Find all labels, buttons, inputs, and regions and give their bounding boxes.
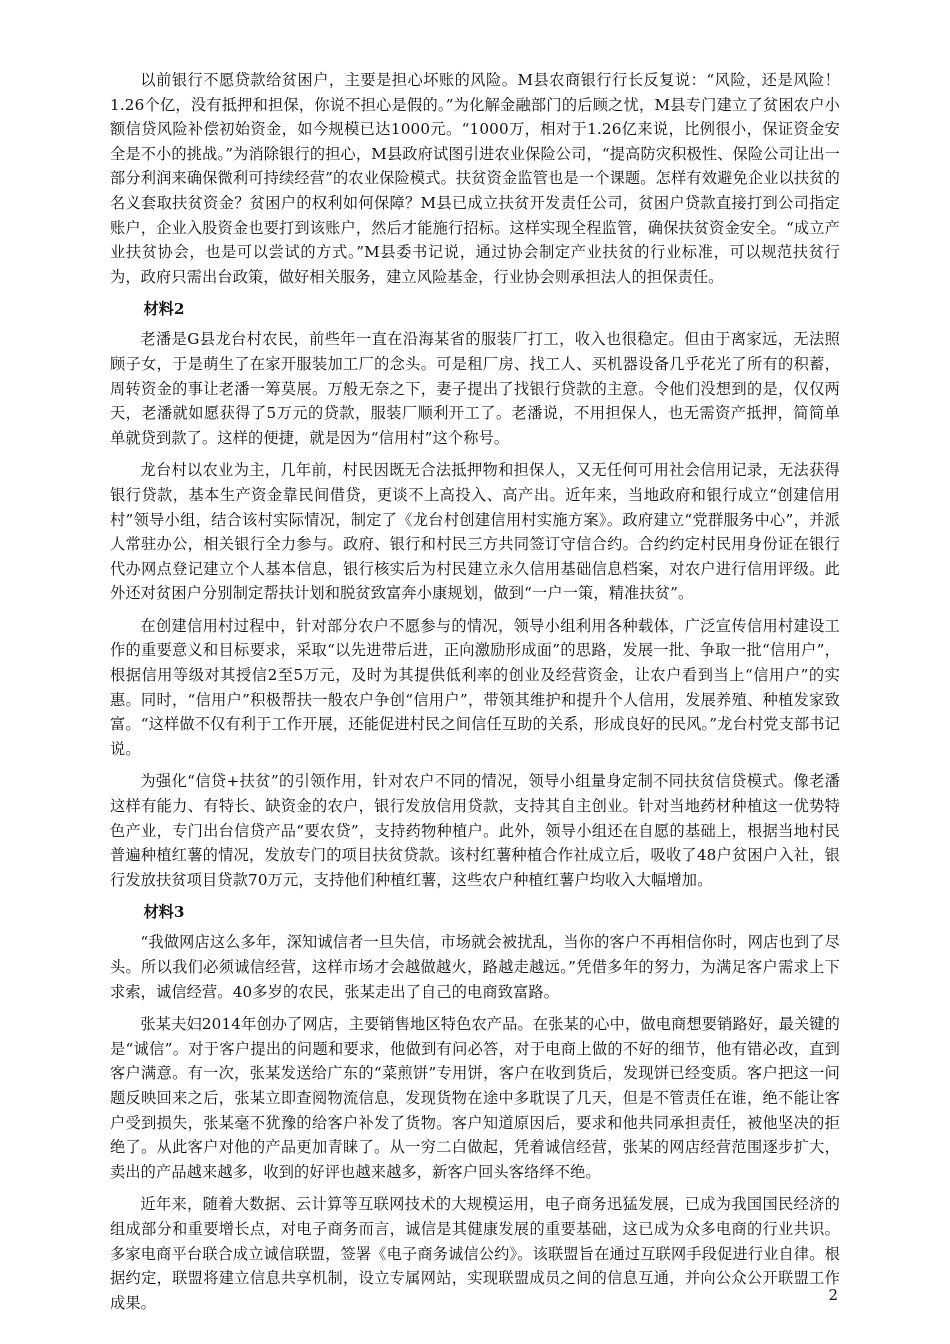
page-number: 2: [828, 1286, 838, 1304]
material-2-paragraph-2: 龙台村以农业为主，几年前，村民因既无合法抵押物和担保人，又无任何可用社会信用记录，无法获得银行贷款，基本生产资金靠民间借贷，更谈不上高投入、高产出。近年来，当地政府和银行成立“创建信用村”领导小组，结合该村实际情况，制定了《龙台村创建信用村实施方案》。政府建立“党群服务中心”，并派人常驻办公，相关银行全力参与。政府、银行和村民三方共同签订守信合约。合约约定村民用身份证在银行代办网点登记建立个人基本信息，银行核实后为村民建立永久信用基础信息档案，对农户进行信用评级。此外还对贫困户分别制定帮扶计划和脱贫致富奔小康规划，做到“一户一策，精准扶贫”。: [110, 461, 840, 603]
material-3-paragraph-1: “我做网店这么多年，深知诚信者一旦失信，市场就会被扰乱，当你的客户不再相信你时，网店也到了尽头。所以我们必须诚信经营，这样市场才会越做越火，路越走越远。”凭借多年的努力，为满足客户需求上下求索，诚信经营。40多岁的农民，张某走出了自己的电商致富路。: [110, 933, 840, 1001]
material-3-paragraph-2: 张某夫妇2014年创办了网店，主要销售地区特色农产品。在张某的心中，做电商想要销路好，最关键的是“诚信”。对于客户提出的问题和要求，他做到有问必答，对于电商上做的不好的细节，他有错必改，直到客户满意。有一次，张某发送给广东的“菜煎饼”专用饼，客户在收到货后，发现饼已经变质。客户把这一问题反映回来之后，张某立即查阅物流信息，发现货物在途中多耽误了几天，但是不管责任在谁，绝不能让客户受到损失，张某毫不犹豫的给客户补发了货物。客户知道原因后，要求和他共同承担责任，被他坚决的拒绝了。从此客户对他的产品更加青睐了。从一穷二白做起，凭着诚信经营，张某的网店经营范围逐步扩大，卖出的产品越来越多，收到的好评也越来越多，新客户回头客络绎不绝。: [110, 1015, 840, 1181]
material-3-heading: 材料3: [143, 903, 185, 922]
material-2-paragraph-1: 老潘是G县龙台村农民，前些年一直在沿海某省的服装厂打工，收入也很稳定。但由于离家远，无法照顾子女，于是萌生了在家开服装加工厂的念头。可是租厂房、找工人、买机器设备几乎花光了所有的积蓄，周转资金的事让老潘一筹莫展。万般无奈之下，妻子提出了找银行贷款的主意。令他们没想到的是，仅仅两天，老潘就如愿获得了5万元的贷款，服装厂顺利开工了。老潘说，不用担保人，也无需资产抵押，简简单单就贷到款了。这样的便捷，就是因为“信用村”这个称号。: [110, 330, 840, 447]
material-2-heading: 材料2: [143, 300, 185, 319]
material-2-paragraph-3: 在创建信用村过程中，针对部分农户不愿参与的情况，领导小组利用各种载体，广泛宣传信用村建设工作的重要意义和目标要求，采取“以先进带后进，正向激励形成面”的思路，发展一批、争取一批“信用户”，根据信用等级对其授信2至5万元，及时为其提供低利率的创业及经营资金，让农户看到当上“信用户”的实惠。同时，“信用户”积极帮扶一般农户争创“信用户”，带领其维护和提升个人信用，发展养殖、种植发家致富。“这样做不仅有利于工作开展，还能促进村民之间信任互助的关系，形成良好的民风。”龙台村党支部书记说。: [110, 616, 840, 758]
material-3-paragraph-3: 近年来，随着大数据、云计算等互联网技术的大规模运用，电子商务迅猛发展，已成为我国国民经济的组成部分和重要增长点，对电子商务而言，诚信是其健康发展的重要基础，这已成为众多电商的行业共识。多家电商平台联合成立诚信联盟，签署《电子商务诚信公约》。该联盟旨在通过互联网手段促进行业自律。根据约定，联盟将建立信息共享机制，设立专属网站，实现联盟成员之间的信息互通，并向公众公开联盟工作成果。: [110, 1195, 840, 1312]
intro-paragraph-1: 以前银行不愿贷款给贫困户，主要是担心坏账的风险。M县农商银行行长反复说：“风险，还是风险！1.26个亿，没有抵押和担保，你说不担心是假的。”为化解金融部门的后顾之忧，M县专门建立了贫困农户小额信贷风险补偿初始资金，如今规模已达1000元。“1000万，相对于1.26亿来说，比例很小，保证资金安全是不小的挑战。”为消除银行的担心，M县政府试图引进农业保险公司，“提高防灾积极性、保险公司让出一部分利润来确保微利可持续经营”的农业保险模式。扶贫资金监管也是一个课题。怎样有效避免企业以扶贫的名义套取扶贫资金？贫困户的权利如何保障？M县已成立扶贫开发责任公司，贫困户贷款直接打到公司指定账户，企业入股资金也要打到该账户，然后才能施行招标。这样实现全程监管，确保扶贫资金安全。“成立产业扶贫协会，也是可以尝试的方式。”M县委书记说，通过协会制定产业扶贫的行业标准，可以规范扶贫行为，政府只需出台政策，做好相关服务，建立风险基金，行业协会则承担法人的担保责任。: [110, 71, 840, 286]
material-2-paragraph-4: 为强化“信贷+扶贫”的引领作用，针对农户不同的情况，领导小组量身定制不同扶贫信贷模式。像老潘这样有能力、有特长、缺资金的农户，银行发放信用贷款，支持其自主创业。针对当地药材种植这一优势特色产业，专门出台信贷产品“要农贷”，支持药物种植户。此外，领导小组还在自愿的基础上，根据当地村民普遍种植红薯的情况，发放专门的项目扶贫贷款。该村红薯种植合作社成立后，吸收了48户贫困户入社，银行发放扶贫项目贷款70万元，支持他们种植红薯，这些农户种植红薯户均收入大幅增加。: [110, 772, 840, 889]
document-page: [110, 68, 840, 1323]
